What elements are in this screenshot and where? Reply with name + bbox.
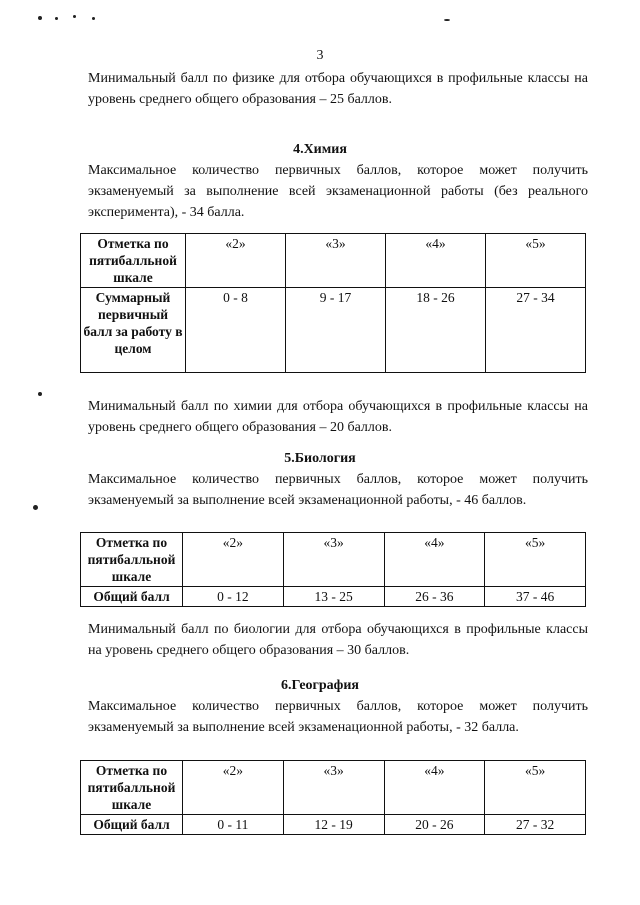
score-row-header: Общий балл (81, 815, 183, 835)
biology-grade-table (80, 532, 586, 607)
table-row (81, 815, 586, 835)
scan-speck (38, 16, 42, 20)
physics-minimum-note: Минимальный балл по физике для отбора обучающихся в профильные классы на уровень среднего общего образования – 25 баллов. (88, 71, 588, 107)
table-row (81, 761, 586, 815)
scan-speck (33, 505, 38, 510)
geography-description: Максимальное количество первичных баллов, которое может получить экзаменуемый за выполнение всей экзаменационной работы, - 32 балла. (88, 699, 588, 735)
scan-speck (55, 17, 58, 20)
biology-description: Максимальное количество первичных баллов, которое может получить экзаменуемый за выполнение всей экзаменационной работы, - 46 баллов. (88, 472, 588, 508)
biology-minimum-note: Минимальный балл по биологии для отбора обучающихся в профильные классы на уровень среднего общего образования – 30 баллов. (88, 622, 588, 658)
grade-cell: «3» (283, 533, 384, 587)
table-row-header: Отметка по пятибалльной шкале (81, 234, 186, 288)
grade-cell: «5» (485, 761, 586, 815)
range-cell: 0 - 8 (186, 288, 286, 373)
grade-cell: «4» (384, 761, 485, 815)
score-row-header: Общий балл (81, 587, 183, 607)
grade-cell: «2» (183, 761, 284, 815)
section-title-biology: 5.Биология (284, 451, 356, 466)
grade-cell: «3» (283, 761, 384, 815)
range-cell: 0 - 11 (183, 815, 284, 835)
grade-cell: «2» (183, 533, 284, 587)
grade-cell: «3» (286, 234, 386, 288)
grade-cell: «4» (384, 533, 485, 587)
chemistry-minimum-note: Минимальный балл по химии для отбора обучающихся в профильные классы на уровень среднего общего образования – 20 баллов. (88, 399, 588, 435)
range-cell: 37 - 46 (485, 587, 586, 607)
range-cell: 20 - 26 (384, 815, 485, 835)
chemistry-grade-table (80, 233, 586, 373)
scan-speck (92, 17, 95, 20)
range-cell: 12 - 19 (283, 815, 384, 835)
table-row (81, 587, 586, 607)
range-cell: 13 - 25 (283, 587, 384, 607)
scan-speck (73, 15, 76, 18)
section-title-geography: 6.География (280, 678, 360, 693)
table-row-header: Отметка по пятибалльной шкале (81, 761, 183, 815)
chemistry-description: Максимальное количество первичных баллов, которое может получить экзаменуемый за выполнение всей экзаменационной работы (без реального эксперимента), - 34 балла. (88, 163, 588, 220)
table-row-header: Отметка по пятибалльной шкале (81, 533, 183, 587)
range-cell: 0 - 12 (183, 587, 284, 607)
range-cell: 26 - 36 (384, 587, 485, 607)
grade-cell: «4» (386, 234, 486, 288)
range-cell: 9 - 17 (286, 288, 386, 373)
score-row-header: Суммарный первичный балл за работу в целом (81, 288, 186, 373)
table-row (81, 234, 586, 288)
scan-speck (38, 392, 42, 396)
grade-cell: «2» (186, 234, 286, 288)
range-cell: 27 - 32 (485, 815, 586, 835)
page-number: 3 (316, 48, 324, 63)
range-cell: 27 - 34 (486, 288, 586, 373)
geography-grade-table (80, 760, 586, 835)
grade-cell: «5» (485, 533, 586, 587)
range-cell: 18 - 26 (386, 288, 486, 373)
scan-speck (444, 19, 450, 21)
table-row (81, 288, 586, 373)
grade-cell: «5» (486, 234, 586, 288)
table-row (81, 533, 586, 587)
section-title-chemistry: 4.Химия (293, 142, 347, 157)
